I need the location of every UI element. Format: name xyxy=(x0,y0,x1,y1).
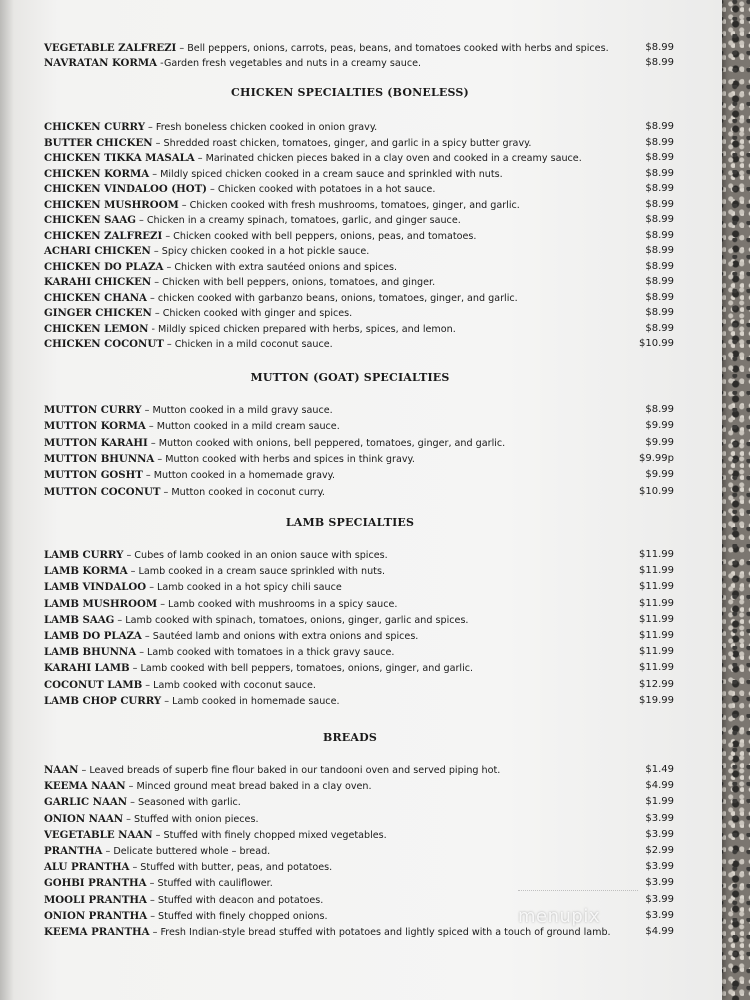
item-description: – Mutton cooked with herbs and spices in think gravy. xyxy=(154,453,415,465)
item-price: $8.99 xyxy=(645,291,674,303)
item-name: CHICKEN COCONUT xyxy=(44,338,164,350)
item-price: $8.99 xyxy=(645,136,674,148)
menu-item xyxy=(44,695,674,710)
item-description: – Lamb cooked with spinach, tomatoes, onions, ginger, garlic and spices. xyxy=(114,614,469,626)
item-name: LAMB BHUNNA xyxy=(44,646,137,659)
item-description: – Marinated chicken pieces baked in a clay oven and cooked in a creamy sauce. xyxy=(194,153,582,164)
item-price: $12.99 xyxy=(639,678,674,690)
item-description: – Lamb cooked with tomatoes in a thick gravy sauce. xyxy=(136,647,395,659)
item-price: $8.99 xyxy=(645,322,674,334)
menu-item xyxy=(44,813,674,828)
item-price: $8.99 xyxy=(645,307,674,318)
item-name: VEGETABLE NAAN xyxy=(44,828,153,841)
menu-item xyxy=(44,323,674,338)
item-name: ONION PRANTHA xyxy=(44,909,148,922)
item-name: CHICKEN SAAG xyxy=(44,214,136,226)
menu-item xyxy=(44,245,674,260)
menu-item xyxy=(44,469,674,484)
item-description: – Lamb cooked in a hot spicy chili sauce xyxy=(146,582,342,594)
item-name: MOOLI PRANTHA xyxy=(44,893,147,906)
item-description: -Garden fresh vegetables and nuts in a creamy sauce. xyxy=(157,58,422,69)
item-description: – Mutton cooked in a mild cream sauce. xyxy=(145,421,340,433)
item-description: – Lamb cooked with bell peppers, tomatoes, onions, ginger, and garlic. xyxy=(129,663,474,675)
item-name: CHICKEN MUSHROOM xyxy=(44,198,179,211)
item-name: KARAHI CHICKEN xyxy=(44,276,152,288)
item-name: CHICKEN ZALFREZI xyxy=(44,229,163,242)
item-price: $3.99 xyxy=(645,812,674,824)
menu-item xyxy=(44,42,674,57)
item-description: – Mutton cooked in a homemade gravy. xyxy=(142,470,336,482)
item-description: – Seasoned with garlic. xyxy=(127,797,241,809)
item-name: ONION NAAN xyxy=(44,812,124,825)
item-description: – Minced ground meat bread baked in a clay oven. xyxy=(125,781,372,793)
item-price: $1.99 xyxy=(645,796,674,808)
item-name: LAMB CURRY xyxy=(44,549,124,561)
item-name: MUTTON KORMA xyxy=(44,420,146,433)
item-price: $1.49 xyxy=(645,764,674,775)
item-description: – Chicken in a creamy spinach, tomatoes, garlic, and ginger sauce. xyxy=(135,215,461,226)
item-price: $8.99 xyxy=(645,42,674,53)
item-description: – Chicken in a mild coconut sauce. xyxy=(163,339,333,350)
item-description: – Mutton cooked in a mild gravy sauce. xyxy=(141,405,333,416)
item-price: $3.99 xyxy=(645,828,674,840)
item-price: $8.99 xyxy=(645,198,674,210)
item-description: – Chicken with extra sautéed onions and spices. xyxy=(163,261,398,273)
item-price: $3.99 xyxy=(645,877,674,889)
item-description: – Fresh boneless chicken cooked in onion gravy. xyxy=(144,122,378,133)
item-description: – Chicken cooked with ginger and spices. xyxy=(151,308,353,319)
menu-item xyxy=(44,199,674,214)
item-description: – Sautéed lamb and onions with extra onions and spices. xyxy=(141,631,419,642)
item-price: $8.99 xyxy=(645,121,674,132)
item-name: KARAHI LAMB xyxy=(44,662,130,675)
item-description: – Delicate buttered whole – bread. xyxy=(102,846,271,857)
item-price: $8.99 xyxy=(645,404,674,415)
menu-item xyxy=(44,183,674,198)
item-name: CHICKEN VINDALOO (HOT) xyxy=(44,183,207,195)
item-name: ACHARI CHICKEN xyxy=(44,245,151,257)
item-name: MUTTON GOSHT xyxy=(44,469,143,482)
menu-item xyxy=(44,152,674,167)
item-name: COCONUT LAMB xyxy=(44,678,143,691)
item-name: KEEMA PRANTHA xyxy=(44,926,150,938)
menu-item xyxy=(44,486,674,501)
menu-item xyxy=(44,121,674,136)
item-name: GINGER CHICKEN xyxy=(44,307,152,319)
item-description: – Bell peppers, onions, carrots, peas, beans, and tomatoes cooked with herbs and spices. xyxy=(176,43,609,54)
item-price: $11.99 xyxy=(639,597,674,609)
item-name: GARLIC NAAN xyxy=(44,796,128,809)
item-description: – Stuffed with finely chopped mixed vegetables. xyxy=(152,829,387,841)
item-name: CHICKEN DO PLAZA xyxy=(44,260,164,273)
item-price: $8.99 xyxy=(645,214,674,225)
menu-item xyxy=(44,565,674,580)
item-description: – Stuffed with cauliflower. xyxy=(146,878,273,890)
item-name: LAMB SAAG xyxy=(44,613,115,626)
item-description: – Stuffed with finely chopped onions. xyxy=(147,910,328,922)
page-shadow xyxy=(0,0,14,1000)
menu-item xyxy=(44,453,674,468)
item-price: $11.99 xyxy=(639,646,674,658)
item-description: – Mildly spiced chicken cooked in a cream sauce and sprinkled with nuts. xyxy=(149,168,503,180)
menu-item xyxy=(44,338,674,353)
menu-item xyxy=(44,168,674,183)
item-price: $9.99 xyxy=(645,469,674,481)
item-description: – Chicken cooked with potatoes in a hot sauce. xyxy=(207,184,436,195)
menu-item xyxy=(44,926,674,941)
item-name: NAAN xyxy=(44,764,79,776)
item-price: $8.99 xyxy=(645,167,674,179)
section-heading-breads: BREADS xyxy=(322,731,378,744)
item-price: $11.99 xyxy=(639,613,674,625)
item-price: $10.99 xyxy=(639,485,674,497)
menu-item xyxy=(44,614,674,629)
menu-item xyxy=(44,437,674,452)
item-description: – Chicken with bell peppers, onions, tomatoes, and ginger. xyxy=(151,277,436,288)
item-price: $11.99 xyxy=(639,630,674,641)
item-name: PRANTHA xyxy=(44,845,103,857)
item-name: MUTTON COCONUT xyxy=(44,485,161,498)
item-description: - Mildly spiced chicken prepared with herbs, spices, and lemon. xyxy=(148,323,456,335)
menu-item xyxy=(44,137,674,152)
item-name: NAVRATAN KORMA xyxy=(44,57,158,69)
item-price: $8.99 xyxy=(645,229,674,241)
menu-item xyxy=(44,646,674,661)
item-name: MUTTON KARAHI xyxy=(44,436,148,449)
menu-item xyxy=(44,276,674,291)
menu-item xyxy=(44,292,674,307)
item-name: LAMB VINDALOO xyxy=(44,581,147,594)
item-description: – Stuffed with deacon and potatoes. xyxy=(146,894,324,906)
item-description: – Lamb cooked with mushrooms in a spicy sauce. xyxy=(157,598,398,610)
menu-item xyxy=(44,630,674,645)
item-description: – Lamb cooked in a cream sauce sprinkled with nuts. xyxy=(127,566,385,578)
menu-item xyxy=(44,780,674,795)
item-price: $11.99 xyxy=(639,662,674,674)
item-price: $8.99 xyxy=(645,183,674,194)
item-price: $11.99 xyxy=(639,565,674,577)
item-price: $8.99 xyxy=(645,276,674,287)
menu-item xyxy=(44,261,674,276)
item-name: LAMB MUSHROOM xyxy=(44,597,158,610)
item-description: – Leaved breads of superb fine flour baked in our tandooni oven and served piping hot. xyxy=(78,765,501,776)
item-price: $2.99 xyxy=(645,845,674,856)
item-price: $3.99 xyxy=(645,909,674,921)
menu-item xyxy=(44,420,674,435)
item-description: – Stuffed with onion pieces. xyxy=(123,813,259,825)
item-description: – Stuffed with butter, peas, and potatoes. xyxy=(129,862,333,874)
item-price: $10.99 xyxy=(639,338,674,349)
item-description: – Chicken cooked with fresh mushrooms, tomatoes, ginger, and garlic. xyxy=(178,199,520,211)
menu-item xyxy=(44,214,674,229)
menu-item xyxy=(44,57,674,72)
item-name: MUTTON BHUNNA xyxy=(44,452,155,465)
item-name: MUTTON CURRY xyxy=(44,404,142,416)
section-heading-mutton: MUTTON (GOAT) SPECIALTIES xyxy=(250,371,450,384)
item-name: ALU PRANTHA xyxy=(44,861,130,874)
item-name: CHICKEN CURRY xyxy=(44,121,145,133)
item-name: LAMB CHOP CURRY xyxy=(44,694,162,707)
watermark-line xyxy=(518,890,638,891)
item-price: $4.99 xyxy=(645,926,674,937)
item-price: $8.99 xyxy=(645,245,674,256)
item-price: $11.99 xyxy=(639,549,674,560)
item-description: – Lamb cooked with coconut sauce. xyxy=(142,679,316,691)
menu-item xyxy=(44,598,674,613)
menu-item xyxy=(44,829,674,844)
item-description: – Spicy chicken cooked in a hot pickle sauce. xyxy=(150,246,370,257)
item-description: – Shredded roast chicken, tomatoes, ginger, and garlic in a spicy butter gravy. xyxy=(152,137,532,149)
item-description: – Cubes of lamb cooked in an onion sauce with spices. xyxy=(123,550,388,561)
item-description: – chicken cooked with garbanzo beans, onions, tomatoes, ginger, and garlic. xyxy=(146,292,518,304)
item-description: – Chicken cooked with bell peppers, onions, peas, and tomatoes. xyxy=(162,230,477,242)
item-name: VEGETABLE ZALFREZI xyxy=(44,42,177,54)
item-name: CHICKEN KORMA xyxy=(44,167,150,180)
item-name: LAMB KORMA xyxy=(44,565,128,578)
item-price: $9.99 xyxy=(645,420,674,432)
item-price: $3.99 xyxy=(645,861,674,873)
item-name: CHICKEN LEMON xyxy=(44,322,149,335)
menu-item xyxy=(44,404,674,419)
menu-item xyxy=(44,861,674,876)
item-price: $8.99 xyxy=(645,152,674,163)
watermark-logo: menupix xyxy=(518,906,601,927)
item-description: – Mutton cooked with onions, bell peppered, tomatoes, ginger, and garlic. xyxy=(147,437,506,449)
menu-item xyxy=(44,230,674,245)
menu-item xyxy=(44,307,674,322)
item-name: KEEMA NAAN xyxy=(44,780,126,793)
menu-item xyxy=(44,679,674,694)
item-description: – Fresh Indian-style bread stuffed with potatoes and lightly spiced with a touch of ground lamb. xyxy=(149,927,611,938)
item-price: $19.99 xyxy=(639,694,674,706)
item-price: $9.99 xyxy=(645,436,674,448)
menu-item xyxy=(44,796,674,811)
menu-item xyxy=(44,845,674,860)
item-name: LAMB DO PLAZA xyxy=(44,630,142,642)
item-description: – Lamb cooked in homemade sauce. xyxy=(161,695,340,707)
item-name: BUTTER CHICKEN xyxy=(44,136,153,149)
menu-item xyxy=(44,581,674,596)
menu-item xyxy=(44,764,674,779)
item-price: $8.99 xyxy=(645,260,674,272)
item-price: $3.99 xyxy=(645,893,674,905)
item-name: CHICKEN CHANA xyxy=(44,291,147,304)
item-price: $8.99 xyxy=(645,57,674,68)
item-description: – Mutton cooked in coconut curry. xyxy=(160,486,325,498)
item-price: $11.99 xyxy=(639,581,674,593)
item-name: GOHBI PRANTHA xyxy=(44,877,147,890)
item-name: CHICKEN TIKKA MASALA xyxy=(44,152,195,164)
menu-item xyxy=(44,549,674,564)
section-heading-lamb: LAMB SPECIALTIES xyxy=(285,516,415,529)
item-price: $9.99p xyxy=(639,452,674,464)
item-price: $4.99 xyxy=(645,780,674,792)
menu-item xyxy=(44,662,674,677)
section-heading-chicken: CHICKEN SPECIALTIES (BONELESS) xyxy=(231,86,469,99)
